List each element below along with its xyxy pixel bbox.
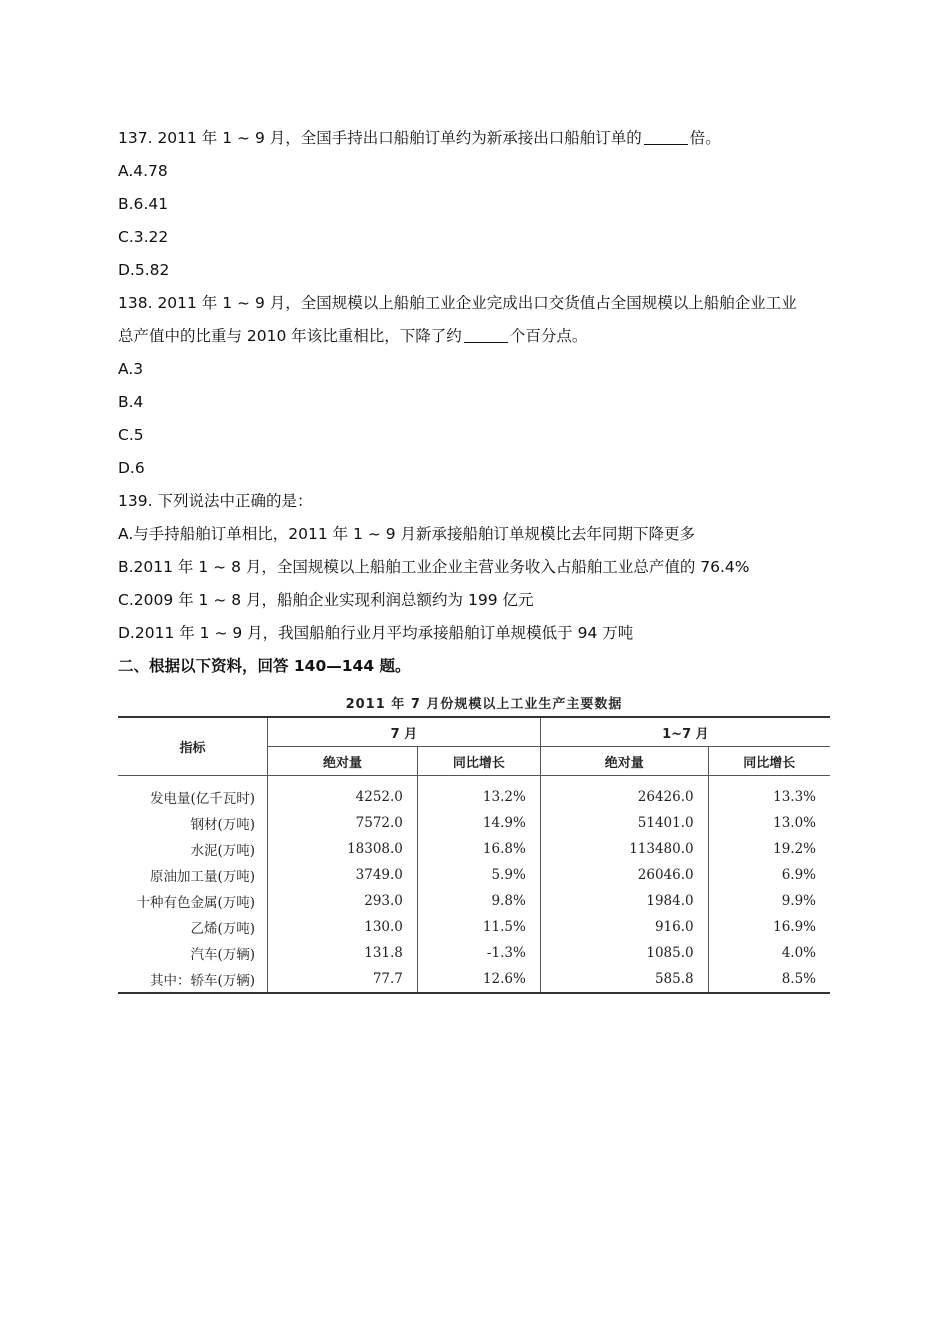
cell-cumulative-absolute: 113480.0	[540, 836, 708, 862]
cell-cumulative-growth: 9.9%	[708, 888, 830, 914]
question-stem-text: 倍。	[689, 129, 721, 147]
option-c: C.2009 年 1 ~ 8 月，船舶企业实现利润总额约为 199 亿元	[118, 591, 534, 609]
row-label: 汽车(万辆)	[190, 947, 255, 963]
cell-cumulative-growth: 6.9%	[708, 862, 830, 888]
cell-month-absolute: 18308.0	[268, 836, 418, 862]
cell-month-growth: 12.6%	[417, 966, 540, 993]
header-group-month: 7 月	[268, 717, 541, 747]
cell-month-growth: 14.9%	[417, 810, 540, 836]
option-d: D.5.82	[118, 261, 170, 279]
cell-month-growth: 5.9%	[417, 862, 540, 888]
row-label: 其中：轿车(万辆)	[149, 973, 255, 989]
cell-cumulative-absolute: 51401.0	[540, 810, 708, 836]
table-row	[118, 836, 830, 862]
cell-cumulative-absolute: 1085.0	[540, 940, 708, 966]
cell-cumulative-absolute: 585.8	[540, 966, 708, 993]
row-label: 乙烯(万吨)	[190, 921, 255, 937]
option-d: D.2011 年 1 ~ 9 月，我国船舶行业月平均承接船舶订单规模低于 94 万吨	[118, 624, 634, 642]
question-138-stem-line1: 138. 2011 年 1 ~ 9 月，全国规模以上船舶工业企业完成出口交货值占全国规模以上船舶企业工业	[118, 294, 797, 312]
cell-cumulative-growth: 13.0%	[708, 810, 830, 836]
cell-month-absolute: 131.8	[268, 940, 418, 966]
question-137-stem	[118, 122, 838, 155]
question-content	[118, 122, 838, 683]
cell-cumulative-absolute: 26426.0	[540, 784, 708, 810]
cell-cumulative-absolute: 1984.0	[540, 888, 708, 914]
header-growth: 同比增长	[708, 747, 830, 776]
table-row	[118, 862, 830, 888]
option-a: A.3	[118, 360, 144, 378]
option-a: A.与手持船舶订单相比，2011 年 1 ~ 9 月新承接船舶订单规模比去年同期下降更多	[118, 525, 696, 543]
table-row	[118, 888, 830, 914]
answer-blank	[464, 328, 508, 343]
data-table-figure	[118, 694, 830, 994]
section-heading: 二、根据以下资料，回答 140—144 题。	[118, 657, 411, 675]
header-group-cumulative: 1~7 月	[540, 717, 830, 747]
row-label: 十种有色金属(万吨)	[136, 895, 255, 911]
option-c: C.5	[118, 426, 144, 444]
row-label: 钢材(万吨)	[190, 817, 255, 833]
cell-month-growth: 13.2%	[417, 784, 540, 810]
option-a: A.4.78	[118, 162, 168, 180]
cell-cumulative-growth: 19.2%	[708, 836, 830, 862]
header-absolute: 绝对量	[268, 747, 418, 776]
answer-blank	[644, 130, 688, 145]
cell-cumulative-growth: 8.5%	[708, 966, 830, 993]
table-title: 2011 年 7 月份规模以上工业生产主要数据	[345, 697, 623, 712]
table-row	[118, 784, 830, 810]
cell-cumulative-absolute: 26046.0	[540, 862, 708, 888]
cell-cumulative-growth: 4.0%	[708, 940, 830, 966]
cell-month-growth: 16.8%	[417, 836, 540, 862]
cell-month-growth: 9.8%	[417, 888, 540, 914]
cell-month-absolute: 7572.0	[268, 810, 418, 836]
question-stem-text: 个百分点。	[509, 327, 588, 345]
header-absolute: 绝对量	[540, 747, 708, 776]
cell-month-absolute: 4252.0	[268, 784, 418, 810]
table-row	[118, 940, 830, 966]
option-b: B.2011 年 1 ~ 8 月，全国规模以上船舶工业企业主营业务收入占船舶工业总产值的 76.4%	[118, 558, 750, 576]
cell-month-absolute: 293.0	[268, 888, 418, 914]
question-stem-text: 总产值中的比重与 2010 年该比重相比，下降了约	[118, 327, 462, 345]
question-139-stem: 139. 下列说法中正确的是：	[118, 492, 313, 510]
table-row	[118, 810, 830, 836]
option-b: B.6.41	[118, 195, 169, 213]
cell-month-absolute: 77.7	[268, 966, 418, 993]
row-label: 发电量(亿千瓦时)	[149, 791, 255, 807]
option-c: C.3.22	[118, 228, 169, 246]
table-row	[118, 966, 830, 993]
table-row	[118, 914, 830, 940]
header-indicator: 指标	[118, 717, 268, 776]
cell-month-growth: -1.3%	[417, 940, 540, 966]
question-stem-text: 137. 2011 年 1 ~ 9 月，全国手持出口船舶订单约为新承接出口船舶订单的	[118, 129, 642, 147]
cell-cumulative-growth: 13.3%	[708, 784, 830, 810]
cell-month-absolute: 130.0	[268, 914, 418, 940]
cell-cumulative-growth: 16.9%	[708, 914, 830, 940]
row-label: 水泥(万吨)	[190, 843, 255, 859]
cell-month-absolute: 3749.0	[268, 862, 418, 888]
data-table	[118, 716, 830, 994]
row-label: 原油加工量(万吨)	[149, 869, 255, 885]
header-growth: 同比增长	[417, 747, 540, 776]
question-138-stem-line2	[118, 320, 838, 353]
cell-cumulative-absolute: 916.0	[540, 914, 708, 940]
table-body	[118, 776, 830, 994]
option-b: B.4	[118, 393, 144, 411]
table-header-row	[118, 717, 830, 747]
cell-month-growth: 11.5%	[417, 914, 540, 940]
option-d: D.6	[118, 459, 145, 477]
